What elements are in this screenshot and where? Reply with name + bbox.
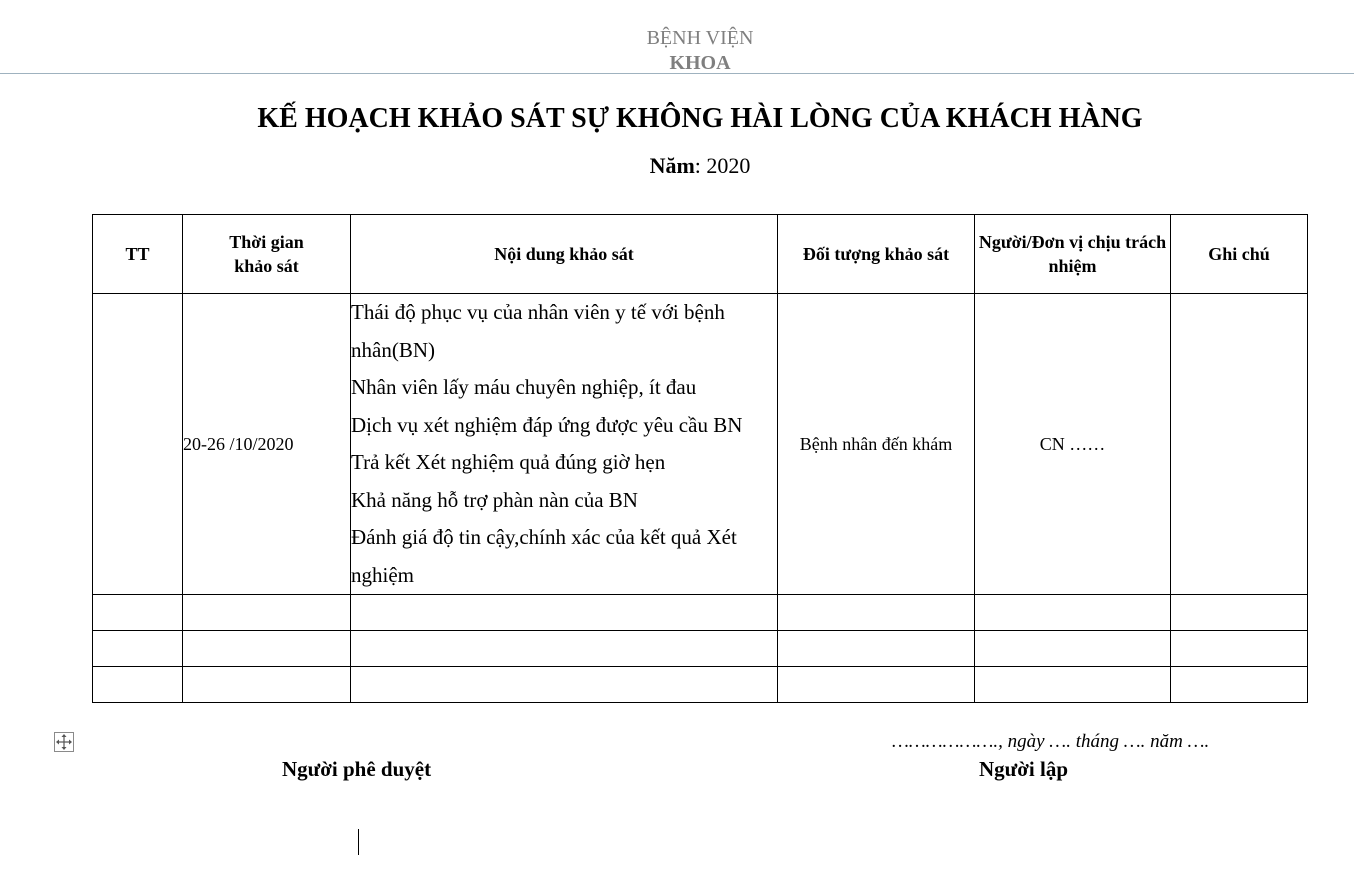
empty-cell[interactable] bbox=[93, 631, 183, 667]
empty-cell[interactable] bbox=[975, 595, 1171, 631]
header-time[interactable] bbox=[183, 215, 351, 294]
cell-content[interactable] bbox=[351, 294, 778, 595]
year-label: Năm bbox=[649, 153, 695, 178]
cell-responsible[interactable]: CN …… bbox=[975, 294, 1171, 595]
cell-time[interactable]: 20-26 /10/2020 bbox=[183, 294, 351, 595]
cell-note[interactable] bbox=[1171, 294, 1308, 595]
header-divider bbox=[0, 73, 1354, 74]
header-responsible[interactable]: Người/Đơn vị chịu trách nhiệm bbox=[975, 215, 1171, 294]
empty-cell[interactable] bbox=[93, 667, 183, 703]
table-row-empty bbox=[93, 667, 1308, 703]
content-line: Trả kết Xét nghiệm quả đúng giờ hẹn bbox=[351, 450, 666, 474]
empty-cell[interactable] bbox=[93, 595, 183, 631]
content-line: nghiệm bbox=[351, 562, 414, 587]
approver-label: Người phê duyệt bbox=[282, 757, 432, 781]
content-line: Dịch vụ xét nghiệm đáp ứng được yêu cầu BN bbox=[351, 412, 743, 437]
text-cursor bbox=[358, 829, 359, 855]
table-row-empty bbox=[93, 595, 1308, 631]
content-line: Thái độ phục vụ của nhân viên y tế với bệnh bbox=[351, 300, 725, 324]
header-time-line1: Thời gian bbox=[229, 232, 304, 252]
empty-cell[interactable] bbox=[351, 631, 778, 667]
survey-plan-table[interactable] bbox=[92, 214, 1308, 703]
header-content[interactable]: Nội dung khảo sát bbox=[351, 215, 778, 294]
empty-cell[interactable] bbox=[183, 595, 351, 631]
table-row-empty bbox=[93, 631, 1308, 667]
document-title: KẾ HOẠCH KHẢO SÁT SỰ KHÔNG HÀI LÒNG CỦA KHÁCH HÀNG bbox=[257, 103, 1143, 134]
table-row bbox=[93, 294, 1308, 595]
department-name: KHOA bbox=[669, 52, 731, 74]
empty-cell[interactable] bbox=[351, 595, 778, 631]
content-line: Đánh giá độ tin cậy,chính xác của kết quả Xét bbox=[351, 525, 737, 549]
document-year bbox=[0, 153, 1354, 179]
header-tt[interactable]: TT bbox=[93, 215, 183, 294]
empty-cell[interactable] bbox=[1171, 667, 1308, 703]
empty-cell[interactable] bbox=[183, 631, 351, 667]
creator-label: Người lập bbox=[979, 757, 1068, 781]
empty-cell[interactable] bbox=[778, 631, 975, 667]
place-date-line: ………………., ngày …. tháng …. năm …. bbox=[892, 731, 1210, 752]
empty-cell[interactable] bbox=[1171, 595, 1308, 631]
content-line: nhân(BN) bbox=[351, 337, 435, 362]
hospital-name: BỆNH VIỆN bbox=[646, 27, 754, 49]
content-line: Khả năng hỗ trợ phàn nàn của BN bbox=[351, 487, 638, 512]
move-arrows-icon[interactable] bbox=[54, 732, 74, 752]
content-line: Nhân viên lấy máu chuyên nghiệp, ít đau bbox=[351, 375, 697, 399]
empty-cell[interactable] bbox=[778, 667, 975, 703]
empty-cell[interactable] bbox=[975, 667, 1171, 703]
empty-cell[interactable] bbox=[1171, 631, 1308, 667]
cell-tt[interactable] bbox=[93, 294, 183, 595]
table-header-row bbox=[93, 215, 1308, 294]
empty-cell[interactable] bbox=[351, 667, 778, 703]
empty-cell[interactable] bbox=[975, 631, 1171, 667]
empty-cell[interactable] bbox=[183, 667, 351, 703]
header-note[interactable]: Ghi chú bbox=[1171, 215, 1308, 294]
cell-target[interactable]: Bệnh nhân đến khám bbox=[778, 294, 975, 595]
empty-cell[interactable] bbox=[778, 595, 975, 631]
header-time-line2: khảo sát bbox=[234, 256, 299, 276]
year-value: : 2020 bbox=[694, 153, 751, 178]
header-target[interactable]: Đối tượng khảo sát bbox=[778, 215, 975, 294]
